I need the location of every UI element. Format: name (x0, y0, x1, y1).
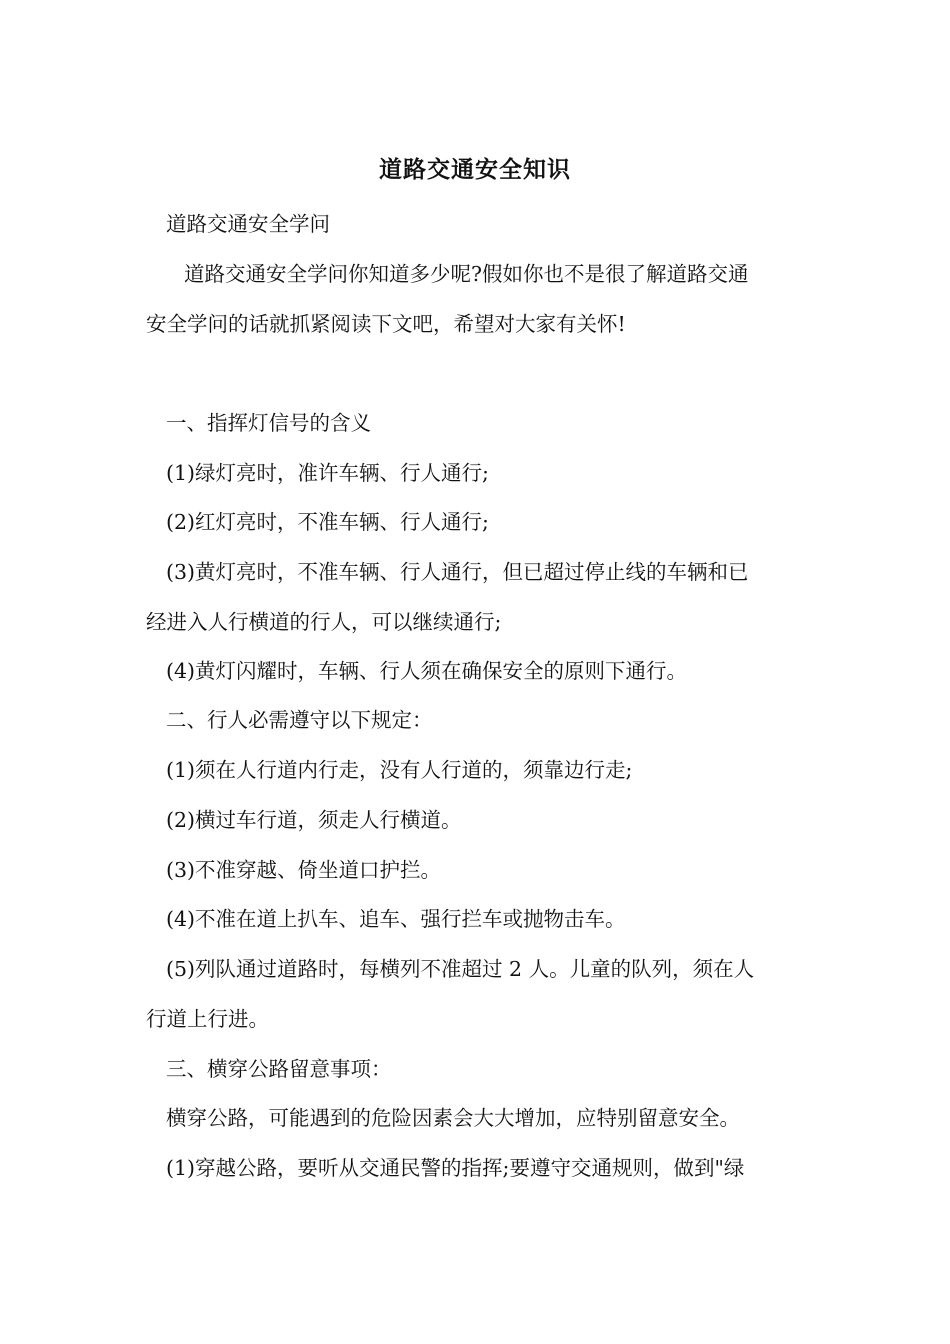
intro-paragraph (146, 249, 808, 349)
section1-item-3 (146, 547, 808, 647)
section3-heading-text: 三、横穿公路留意事项： (166, 1057, 392, 1081)
intro-line-1: 道路交通安全学问你知道多少呢?假如你也不是很了解道路交通 (184, 262, 749, 286)
section3-item-1-line-1: (1)穿越公路，要听从交通民警的指挥;要遵守交通规则，做到"绿 (166, 1156, 745, 1180)
section2-item-1-text: (1)须在人行道内行走，没有人行道的，须靠边行走; (166, 758, 633, 782)
section1-item-4-text: (4)黄灯闪耀时，车辆、行人须在确保安全的原则下通行。 (166, 659, 688, 683)
section2-item-5-line-2: 行道上行进。 (146, 1007, 269, 1031)
subtitle-text: 道路交通安全学问 (166, 212, 330, 236)
section3-intro (146, 1093, 808, 1143)
section1-item-4 (146, 646, 808, 696)
section1-item-2-text: (2)红灯亮时，不准车辆、行人通行; (166, 510, 489, 534)
section2-item-3-text: (3)不准穿越、倚坐道口护拦。 (166, 858, 442, 882)
section1-heading-text: 一、指挥灯信号的含义 (166, 411, 371, 435)
section2-item-4 (146, 894, 808, 944)
section2-item-2 (146, 795, 808, 845)
intro-line-2: 安全学问的话就抓紧阅读下文吧，希望对大家有关怀! (146, 312, 626, 336)
section3-intro-text: 横穿公路，可能遇到的危险因素会大大增加，应特别留意安全。 (166, 1106, 740, 1130)
section2-item-2-text: (2)横过车行道，须走人行横道。 (166, 808, 462, 832)
section1-item-1-text: (1)绿灯亮时，准许车辆、行人通行; (166, 461, 489, 485)
section1-item-1 (146, 448, 808, 498)
section2-heading (146, 695, 808, 745)
section2-item-5 (146, 944, 808, 1044)
section2-heading-text: 二、行人必需遵守以下规定： (166, 708, 433, 732)
section1-heading (146, 398, 808, 448)
section2-item-1 (146, 745, 808, 795)
section3-item-1 (146, 1143, 808, 1193)
section2-item-4-text: (4)不准在道上扒车、追车、强行拦车或抛物击车。 (166, 907, 626, 931)
section3-heading (146, 1044, 808, 1094)
section1-item-2 (146, 497, 808, 547)
section1-item-3-line-2: 经进入人行横道的行人，可以继续通行; (146, 610, 502, 634)
subtitle-paragraph (146, 199, 808, 249)
section2-item-5-line-1: (5)列队通过道路时，每横列不准超过 2 人。儿童的队列，须在人 (166, 957, 755, 981)
section2-item-3 (146, 845, 808, 895)
section1-item-3-line-1: (3)黄灯亮时，不准车辆、行人通行，但已超过停止线的车辆和已 (166, 560, 749, 584)
document-title: 道路交通安全知识 (379, 156, 571, 183)
